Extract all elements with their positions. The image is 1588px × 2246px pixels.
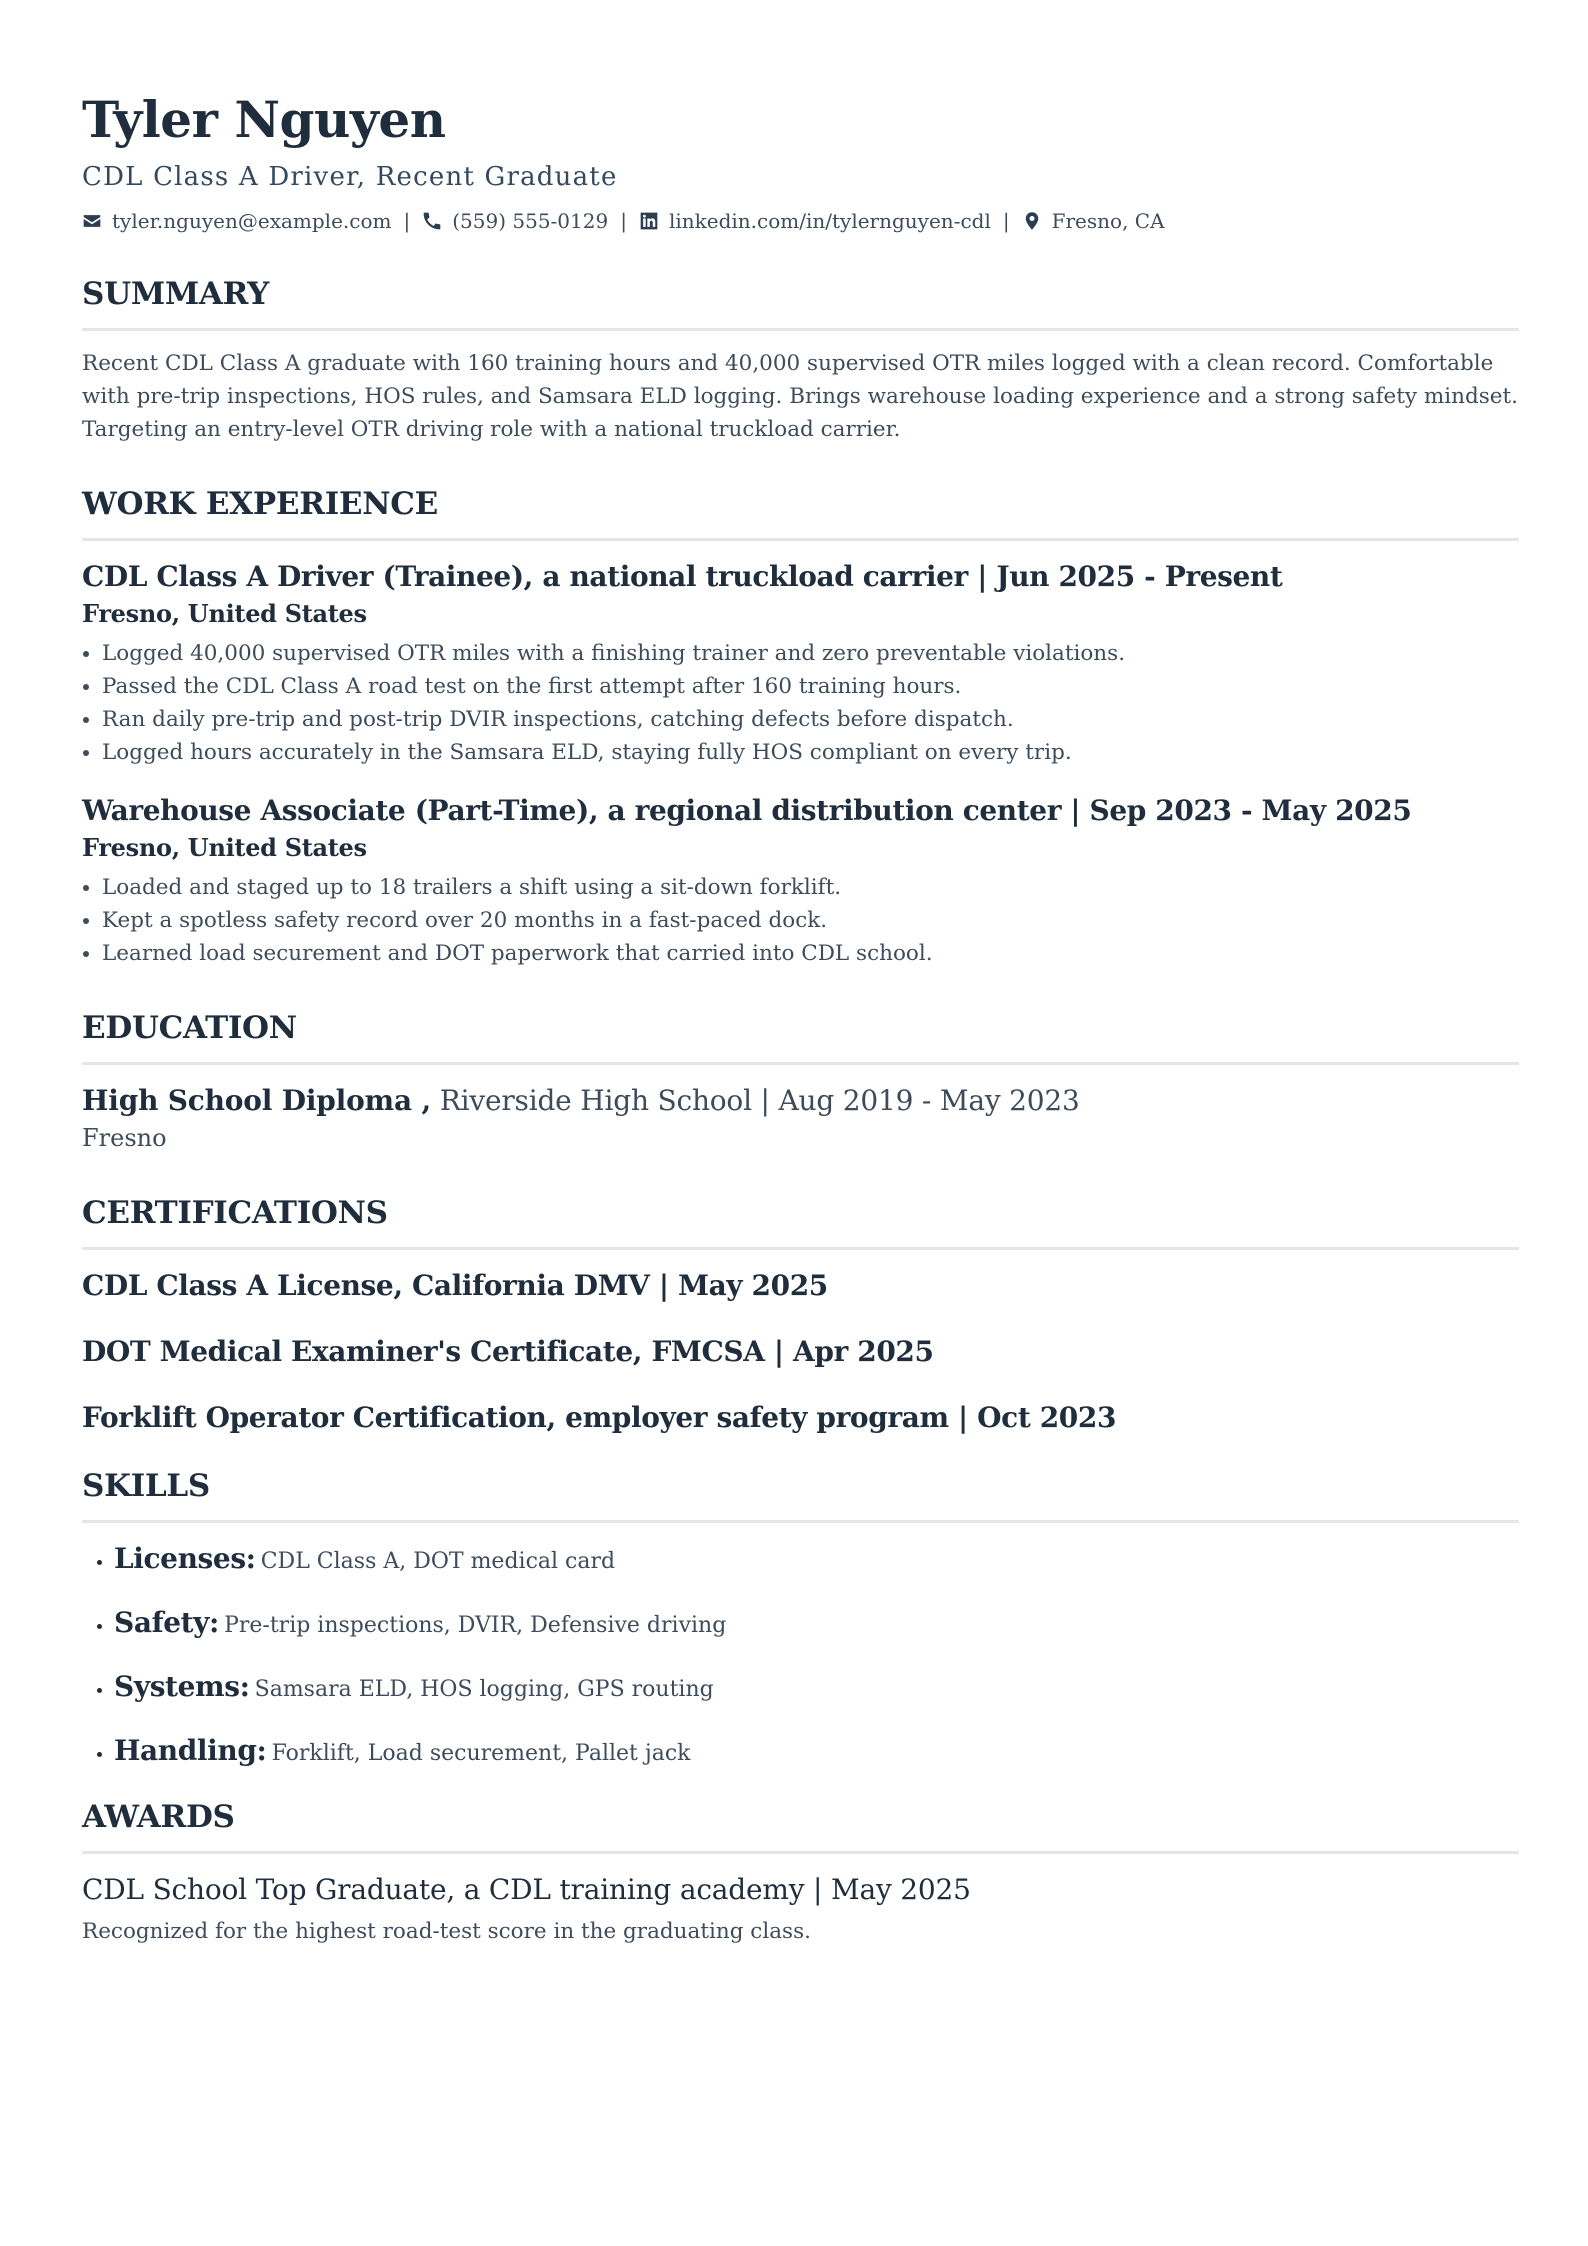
phone-icon bbox=[422, 211, 442, 231]
job-title: CDL Class A Driver (Trainee), a national truckload carrier | Jun 2025 - Present bbox=[82, 560, 1283, 593]
resume-page bbox=[82, 80, 1519, 1950]
certifications-section bbox=[82, 1191, 1519, 1438]
skill-value: Forklift, Load securement, Pallet jack bbox=[271, 1741, 691, 1766]
list-item: • Ran daily pre-trip and post-trip DVIR inspections, catching defects before dispatch. bbox=[102, 703, 1519, 736]
list-item: • Logged 40,000 supervised OTR miles with a finishing trainer and zero preventable violations. bbox=[102, 637, 1519, 670]
list-item: • Learned load securement and DOT paperwork that carried into CDL school. bbox=[102, 937, 1519, 970]
section-divider bbox=[82, 538, 1519, 541]
degree-name: High School Diploma , bbox=[82, 1084, 432, 1117]
contact-separator: | bbox=[1002, 209, 1010, 233]
summary-text: Recent CDL Class A graduate with 160 training hours and 40,000 supervised OTR miles logged with a clean record. Comfortable with pre-trip inspections, HOS rules, and Samsara ELD logging. Brings warehouse loading experience and a strong safety mindset. Targeting an entry-level OTR driving role with a national truckload carrier. bbox=[82, 351, 1518, 442]
contact-phone[interactable] bbox=[422, 206, 608, 236]
section-divider bbox=[82, 1520, 1519, 1523]
contact-separator: | bbox=[620, 209, 627, 233]
experience-heading: WORK EXPERIENCE bbox=[82, 486, 438, 522]
phone-text: (559) 555-0129 bbox=[452, 209, 609, 233]
school-and-dates: Riverside High School | Aug 2019 - May 2023 bbox=[439, 1084, 1080, 1117]
email-text: tyler.nguyen@example.com bbox=[112, 209, 392, 233]
education-heading: EDUCATION bbox=[82, 1010, 297, 1046]
resume-header bbox=[82, 80, 1519, 236]
job-location: Fresno, United States bbox=[82, 833, 367, 862]
skill-value: Pre-trip inspections, DVIR, Defensive driving bbox=[224, 1613, 727, 1638]
section-divider bbox=[82, 1851, 1519, 1854]
summary-section bbox=[82, 272, 1519, 446]
contact-email[interactable] bbox=[82, 206, 391, 236]
education-location: Fresno bbox=[82, 1124, 167, 1152]
linkedin-icon bbox=[639, 211, 659, 231]
education-section bbox=[82, 1006, 1519, 1155]
award-title: CDL School Top Graduate, a CDL training academy | May 2025 bbox=[82, 1873, 971, 1906]
linkedin-text: linkedin.com/in/tylernguyen-cdl bbox=[668, 209, 991, 233]
list-item: • Loaded and staged up to 18 trailers a shift using a sit-down forklift. bbox=[102, 871, 1519, 904]
job-entry bbox=[82, 557, 1519, 769]
section-divider bbox=[82, 1247, 1519, 1250]
job-entry bbox=[82, 791, 1519, 970]
skill-item bbox=[114, 1667, 1519, 1711]
certification-item: Forklift Operator Certification, employer safety program | Oct 2023 bbox=[82, 1401, 1117, 1434]
skill-item bbox=[114, 1539, 1519, 1583]
education-entry bbox=[82, 1081, 1519, 1121]
awards-section bbox=[82, 1795, 1519, 1950]
certifications-heading: CERTIFICATIONS bbox=[82, 1195, 388, 1231]
job-location: Fresno, United States bbox=[82, 599, 367, 628]
contact-separator: | bbox=[403, 209, 411, 233]
skills-heading: SKILLS bbox=[82, 1468, 211, 1504]
map-pin-icon bbox=[1022, 211, 1042, 231]
experience-section bbox=[82, 482, 1519, 970]
contact-location bbox=[1022, 206, 1165, 236]
job-bullets bbox=[82, 637, 1519, 769]
job-title: Warehouse Associate (Part-Time), a regional distribution center | Sep 2023 - May 2025 bbox=[82, 794, 1412, 827]
candidate-title: CDL Class A Driver, Recent Graduate bbox=[82, 162, 618, 192]
list-item: • Kept a spotless safety record over 20 months in a fast-paced dock. bbox=[102, 904, 1519, 937]
contact-bar bbox=[82, 206, 1519, 236]
contact-linkedin[interactable] bbox=[639, 206, 991, 236]
skill-label: Handling: bbox=[114, 1734, 267, 1767]
skills-list bbox=[82, 1539, 1519, 1775]
skill-value: CDL Class A, DOT medical card bbox=[260, 1549, 616, 1574]
section-divider bbox=[82, 328, 1519, 331]
skill-item bbox=[114, 1603, 1519, 1647]
section-divider bbox=[82, 1062, 1519, 1065]
location-text: Fresno, CA bbox=[1051, 209, 1165, 233]
certification-item: DOT Medical Examiner's Certificate, FMCSA | Apr 2025 bbox=[82, 1335, 934, 1368]
awards-heading: AWARDS bbox=[82, 1799, 235, 1835]
skill-label: Licenses: bbox=[114, 1542, 256, 1575]
award-description: Recognized for the highest road-test score in the graduating class. bbox=[82, 1919, 811, 1944]
list-item: • Logged hours accurately in the Samsara ELD, staying fully HOS compliant on every trip. bbox=[102, 736, 1519, 769]
envelope-icon bbox=[82, 211, 102, 231]
skill-item bbox=[114, 1731, 1519, 1775]
summary-heading: SUMMARY bbox=[82, 276, 269, 312]
certification-item: CDL Class A License, California DMV | May 2025 bbox=[82, 1269, 828, 1302]
candidate-name: Tyler Nguyen bbox=[82, 90, 446, 149]
skills-section bbox=[82, 1464, 1519, 1775]
skill-value: Samsara ELD, HOS logging, GPS routing bbox=[254, 1677, 714, 1702]
skill-label: Safety: bbox=[114, 1606, 219, 1639]
skill-label: Systems: bbox=[114, 1670, 250, 1703]
list-item: • Passed the CDL Class A road test on the first attempt after 160 training hours. bbox=[102, 670, 1519, 703]
job-bullets bbox=[82, 871, 1519, 970]
